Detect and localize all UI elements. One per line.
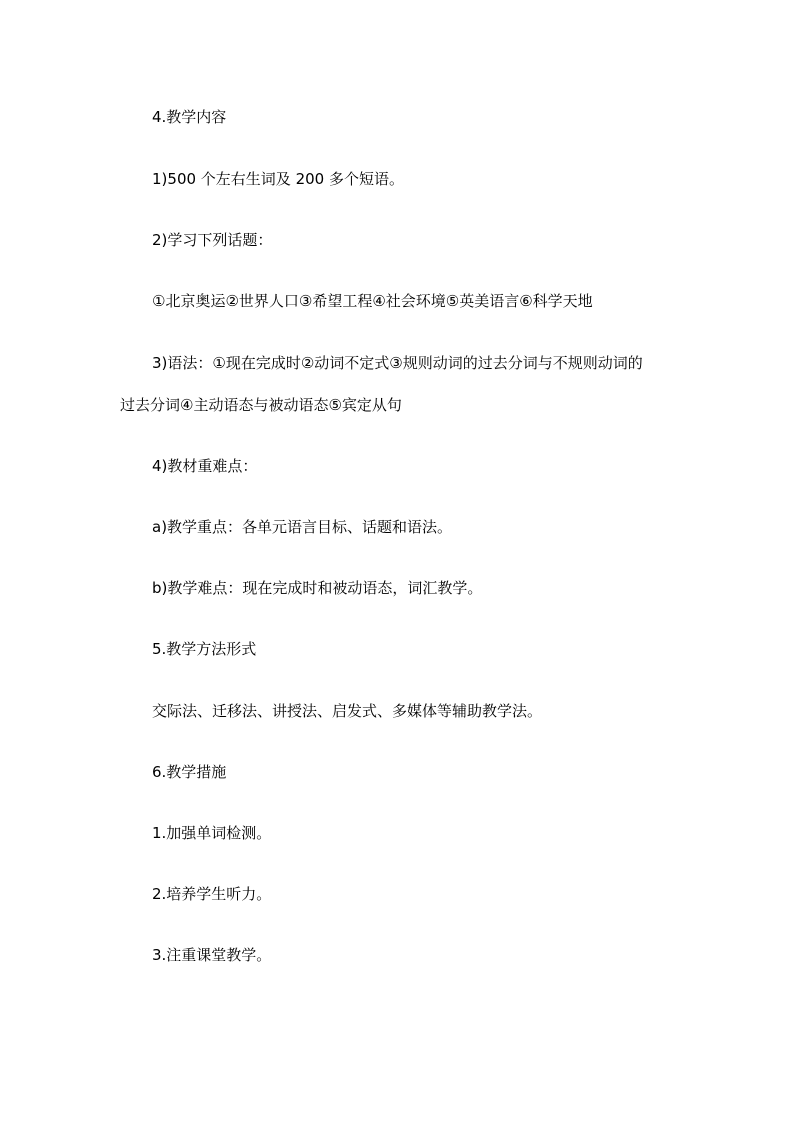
paragraph-difficult-points: b)教学难点：现在完成时和被动语态，词汇教学。: [152, 579, 483, 597]
section-heading-teaching-measures: 6.教学措施: [152, 763, 227, 781]
section-heading-teaching-methods: 5.教学方法形式: [152, 640, 257, 658]
section-heading-teaching-content: 4.教学内容: [152, 108, 227, 126]
paragraph-measure-2: 2.培养学生听力。: [152, 885, 272, 903]
paragraph-topics-intro: 2)学习下列话题：: [152, 231, 273, 249]
paragraph-topics-list: ①北京奥运②世界人口③希望工程④社会环境⑤英美语言⑥科学天地: [152, 292, 593, 310]
paragraph-grammar-line-1: 3)语法：①现在完成时②动词不定式③规则动词的过去分词与不规则动词的: [152, 354, 643, 372]
paragraph-grammar-line-2: 过去分词④主动语态与被动语态⑤宾定从句: [120, 396, 402, 414]
paragraph-measure-1: 1.加强单词检测。: [152, 824, 272, 842]
paragraph-key-difficult-intro: 4)教材重难点：: [152, 457, 258, 475]
paragraph-methods: 交际法、迁移法、讲授法、启发式、多媒体等辅助教学法。: [152, 702, 543, 720]
paragraph-key-points: a)教学重点：各单元语言目标、话题和语法。: [152, 518, 453, 536]
paragraph-vocabulary: 1)500 个左右生词及 200 多个短语。: [152, 170, 404, 188]
paragraph-measure-3: 3.注重课堂教学。: [152, 946, 272, 964]
